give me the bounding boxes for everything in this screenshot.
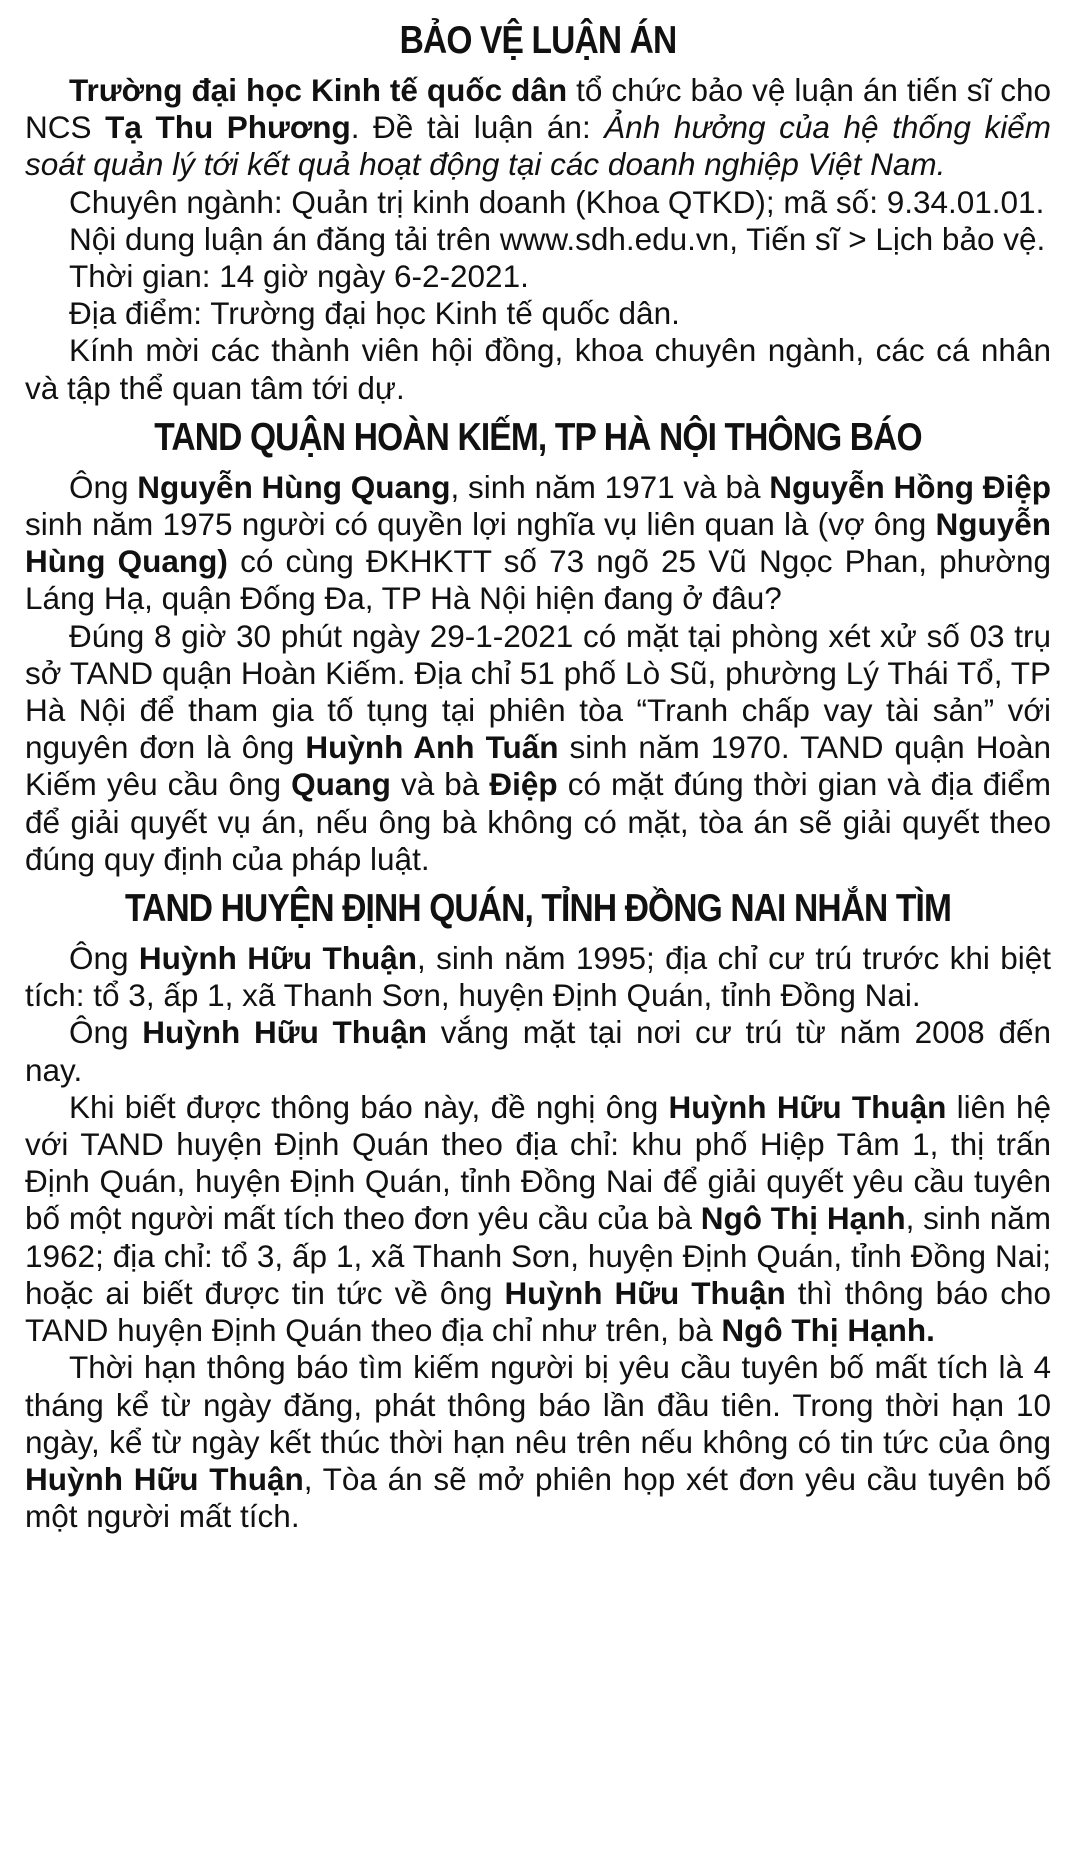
time-line: Thời gian: 14 giờ ngày 6-2-2021. (69, 258, 529, 295)
notice-paragraph (25, 221, 1051, 258)
text-run: sinh năm 1970. TAND quận Hoàn Kiếm yêu cầu ông (25, 729, 1051, 803)
location-line: Địa điểm: Trường đại học Kinh tế quốc dân. (69, 295, 680, 332)
text-run: Đúng 8 giờ 30 phút ngày 29-1-2021 có mặt tại phòng xét xử số 03 trụ sở TAND quận Hoàn Kiếm. Địa chỉ 51 phố Lò Sũ, phường Lý Thái Tổ, TP Hà Nội để tham gia tố tụng tại phiên tòa “Tranh chấp vay tài sản” với nguyên đơn là ông (25, 617, 1051, 766)
text-run: Ông (69, 468, 138, 505)
person-name: Ngô Thị Hạnh (700, 1200, 906, 1237)
person-name: Nguyễn Hùng Quang (137, 468, 451, 505)
text-run: liên hệ với TAND huyện Định Quán theo địa chỉ: khu phố Hiệp Tâm 1, thị trấn Định Quán, huyện Định Quán, tỉnh Đồng Nai để giải quyết yêu cầu tuyên bố một người mất tích theo đơn yêu cầu của bà (25, 1088, 1051, 1237)
notice-paragraph (25, 469, 1051, 618)
text-run: , sinh năm 1995; địa chỉ cư trú trước khi biệt tích: tổ 3, ấp 1, xã Thanh Sơn, huyện Định Quán, tỉnh Đồng Nai. (25, 940, 1052, 1014)
text-run: Ông (69, 1014, 143, 1051)
notice-paragraph (25, 258, 1051, 295)
text-run: , Tòa án sẽ mở phiên họp xét đơn yêu cầu tuyên bố một người mất tích. (25, 1460, 1052, 1535)
notice-paragraph (25, 940, 1051, 1014)
text-run: tổ chức bảo vệ luận án tiến sĩ cho NCS (25, 72, 1051, 146)
major-line: Chuyên ngành: Quản trị kinh doanh (Khoa QTKD); mã số: 9.34.01.01. (69, 183, 1045, 220)
text-run: , sinh năm 1962; địa chỉ: tổ 3, ấp 1, xã Thanh Sơn, huyện Định Quán, tỉnh Đồng Nai; hoặc ai biết được tin tức về ông (25, 1200, 1051, 1311)
text-run: thì thông báo cho TAND huyện Định Quán theo địa chỉ như trên, bà (25, 1274, 1052, 1349)
notice-paragraph (25, 1349, 1051, 1535)
notice-paragraph (25, 72, 1051, 184)
text-run: Ông (69, 940, 139, 977)
notice-thesis-defense (25, 16, 1051, 407)
notice-paragraph (25, 295, 1051, 332)
person-name: Huỳnh Hữu Thuận (138, 940, 417, 977)
notice-paragraph (25, 1089, 1051, 1349)
newspaper-notices-column (25, 16, 1051, 1535)
notice-title: TAND QUẬN HOÀN KIẾM, TP HÀ NỘI THÔNG BÁO (154, 415, 922, 459)
thesis-topic: Ảnh hưởng của hệ thống kiểm soát quản lý tới kết quả hoạt động tại các doanh nghiệp Việt Nam. (25, 109, 1052, 183)
person-name: Nguyễn Hùng Quang) (25, 506, 1051, 580)
text-run: Thời hạn thông báo tìm kiếm người bị yêu cầu tuyên bố mất tích là 4 tháng kể từ ngày đăng, phát thông báo lần đầu tiên. Trong thời hạn 10 ngày, kể từ ngày kết thúc thời hạn nêu trên nếu không có tin tức của ông (25, 1349, 1051, 1460)
notice-paragraph (25, 1014, 1051, 1088)
text-run: vắng mặt tại nơi cư trú từ năm 2008 đến nay. (25, 1014, 1051, 1088)
person-name: Huỳnh Hữu Thuận (25, 1460, 304, 1497)
notice-hoan-kiem-court (25, 413, 1051, 878)
person-name: Nguyễn Hồng Điệp (769, 468, 1051, 505)
person-name: Quang (291, 766, 391, 803)
invitation-line: Kính mời các thành viên hội đồng, khoa chuyên ngành, các cá nhân và tập thể quan tâm tới dự. (25, 332, 1051, 406)
text-run: có cùng ĐKHKTT số 73 ngõ 25 Vũ Ngọc Phan, phường Láng Hạ, quận Đống Đa, TP Hà Nội hiện đang ở đâu? (25, 543, 1051, 617)
person-name: Huỳnh Anh Tuấn (305, 729, 559, 766)
person-name: Huỳnh Hữu Thuận (142, 1014, 428, 1051)
text-run: Khi biết được thông báo này, đề nghị ông (69, 1088, 669, 1125)
text-run: sinh năm 1975 người có quyền lợi nghĩa vụ liên quan là (vợ ông (25, 506, 936, 543)
notice-paragraph (25, 332, 1051, 406)
person-name: Ngô Thị Hạnh. (721, 1312, 935, 1349)
notice-paragraph (25, 618, 1051, 878)
candidate-name: Tạ Thu Phương (105, 109, 351, 146)
text-run: và bà (390, 766, 490, 803)
notice-title: BẢO VỆ LUẬN ÁN (399, 19, 677, 62)
person-name: Huỳnh Hữu Thuận (504, 1274, 786, 1311)
notice-title: TAND HUYỆN ĐỊNH QUÁN, TỈNH ĐỒNG NAI NHẮN TÌM (124, 887, 952, 931)
text-run: . Đề tài luận án: (350, 109, 605, 146)
notice-dinh-quan-court (25, 884, 1051, 1535)
person-name: Điệp (489, 766, 558, 803)
website-line: Nội dung luận án đăng tải trên www.sdh.edu.vn, Tiến sĩ > Lịch bảo vệ. (69, 220, 1046, 257)
text-run: , sinh năm 1971 và bà (450, 468, 770, 505)
notice-paragraph (25, 184, 1051, 221)
university-name: Trường đại học Kinh tế quốc dân (69, 72, 568, 108)
text-run: có mặt đúng thời gian và địa điểm để giải quyết vụ án, nếu ông bà không có mặt, tòa án sẽ giải quyết theo đúng quy định của pháp luật. (25, 766, 1052, 877)
person-name: Huỳnh Hữu Thuận (668, 1088, 947, 1125)
